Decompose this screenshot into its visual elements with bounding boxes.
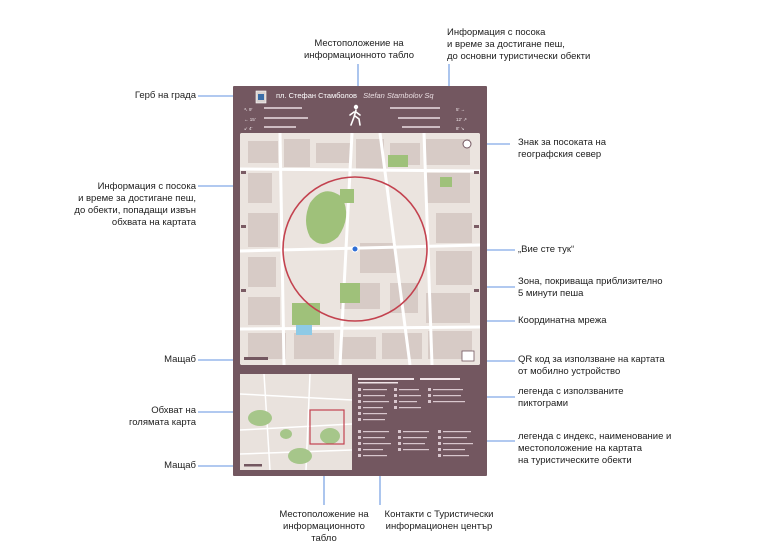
label-direction-main: Информация с посока и време за достигане пеш, до основни туристически обекти <box>447 27 591 62</box>
scale-bar-small <box>244 464 262 467</box>
label-north-sign: Знак за посоката на географския север <box>518 137 607 160</box>
label-tourist-center-contacts: Контакти с Туристически информационен център <box>384 509 494 532</box>
label-grid: Координатна мрежа <box>518 315 607 326</box>
legend-graphic <box>354 374 481 470</box>
svg-text:5' →: 5' → <box>456 107 466 112</box>
label-large-map-extent: Обхват на голямата карта <box>128 405 196 428</box>
overview-map <box>240 374 352 470</box>
svg-text:↖ 9': ↖ 9' <box>244 107 253 112</box>
label-pictogram-legend: легенда с използваните пиктограми <box>518 386 624 409</box>
legend-panel <box>354 374 481 470</box>
direction-rows <box>240 104 480 132</box>
board-title-en: Stefan Stambolov Sq <box>363 91 434 100</box>
label-index-legend: легенда с индекс, наименование и местоположение на картата на туристическите обекти <box>518 431 672 466</box>
svg-text:8' ↘: 8' ↘ <box>456 126 465 131</box>
main-map <box>240 133 480 365</box>
qr-code-icon <box>462 351 474 361</box>
board-title-bg: пл. Стефан Стамболов <box>276 91 358 100</box>
label-scale-small: Мащаб <box>164 460 196 471</box>
label-board-location-top: Местоположение на информационното табло <box>304 38 414 61</box>
svg-text:← 15': ← 15' <box>244 117 256 122</box>
scale-bar-main <box>244 357 268 360</box>
svg-text:12' ↗: 12' ↗ <box>456 117 467 122</box>
label-qr-code: QR код за използване на картата от мобилно устройство <box>518 354 665 377</box>
label-board-location-bottom: Местоположение на информационното табло <box>279 509 369 544</box>
board-title <box>276 91 446 105</box>
coat-of-arms-icon <box>255 90 267 104</box>
main-map-graphic <box>240 133 480 365</box>
label-walk-zone: Зона, покриваща приблизително 5 минути пеша <box>518 276 663 299</box>
label-direction-outside: Информация с посока и време за достигане пеш, до обекти, попадащи извън обхвата на картата <box>74 181 196 228</box>
overview-map-graphic <box>240 374 352 470</box>
svg-text:↙ 4': ↙ 4' <box>244 126 253 131</box>
north-arrow-icon <box>463 140 471 148</box>
label-you-are-here: „Вие сте тук“ <box>518 244 575 255</box>
label-scale-main: Мащаб <box>164 354 196 365</box>
label-coat-of-arms: Герб на града <box>134 90 196 101</box>
